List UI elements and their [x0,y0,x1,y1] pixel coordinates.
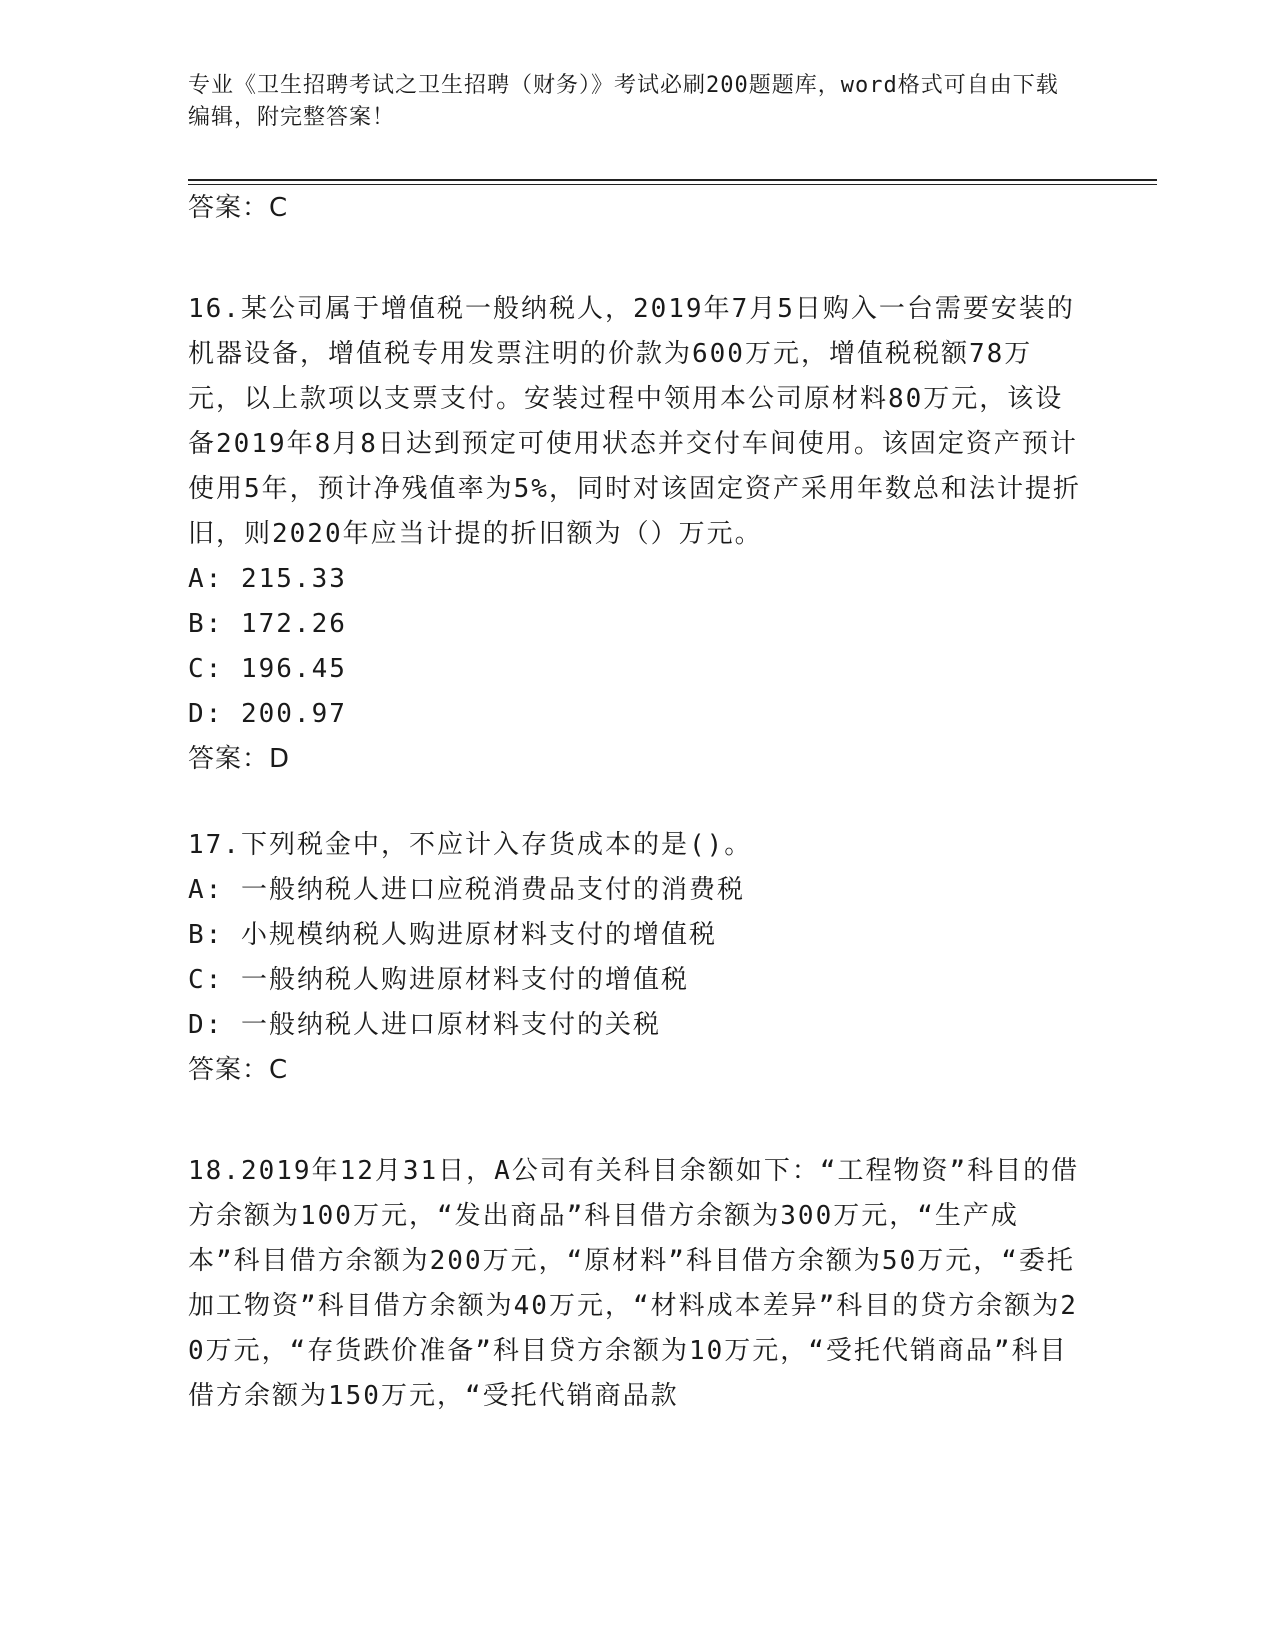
option-a: A: 215.33 [188,564,347,594]
header-divider-thick [188,179,1157,181]
question-answer: 答案：D [188,744,291,774]
document-header [188,70,1068,134]
option-c: C: 196.45 [188,654,347,684]
option-a: A: 一般纳税人进口应税消费品支付的消费税 [188,875,745,905]
option-d: D: 一般纳税人进口原材料支付的关税 [188,1010,661,1040]
question-17 [188,823,1088,1092]
question-stem: 16.某公司属于增值税一般纳税人，2019年7月5日购入一台需要安装的机器设备，增值税专用发票注明的价款为600万元，增值税税额78万元，以上款项以支票支付。安装过程中领用本公司原材料80万元，该设备2019年8月8日达到预定可使用状态并交付车间使用。该固定资产预计使用5年，预计净残值率为5%，同时对该固定资产采用年数总和法计提折旧，则2020年应当计提的折旧额为（）万元。 [188,294,1081,549]
option-c: C: 一般纳税人购进原材料支付的增值税 [188,965,689,995]
question-16 [188,287,1088,781]
previous-answer: 答案：C [188,193,289,223]
option-d: D: 200.97 [188,699,347,729]
option-b: B: 小规模纳税人购进原材料支付的增值税 [188,920,717,950]
question-answer: 答案：C [188,1055,289,1085]
header-divider-thin [188,184,1157,185]
question-stem: 18.2019年12月31日，A公司有关科目余额如下：“工程物资”科目的借方余额为100万元，“发出商品”科目借方余额为300万元，“生产成本”科目借方余额为200万元，“原材料”科目借方余额为50万元，“委托加工物资”科目借方余额为40万元，“材料成本差异”科目的贷方余额为20万元，“存货跌价准备”科目贷方余额为10万元，“受托代销商品”科目借方余额为150万元，“受托代销商品款 [188,1156,1080,1411]
header-title: 专业《卫生招聘考试之卫生招聘（财务）》考试必刷200题题库，word格式可自由下载编辑，附完整答案！ [188,73,1059,130]
question-list [188,186,1088,1419]
question-18 [188,1149,1088,1419]
question-stem: 17.下列税金中，不应计入存货成本的是()。 [188,830,753,860]
option-b: B: 172.26 [188,609,347,639]
